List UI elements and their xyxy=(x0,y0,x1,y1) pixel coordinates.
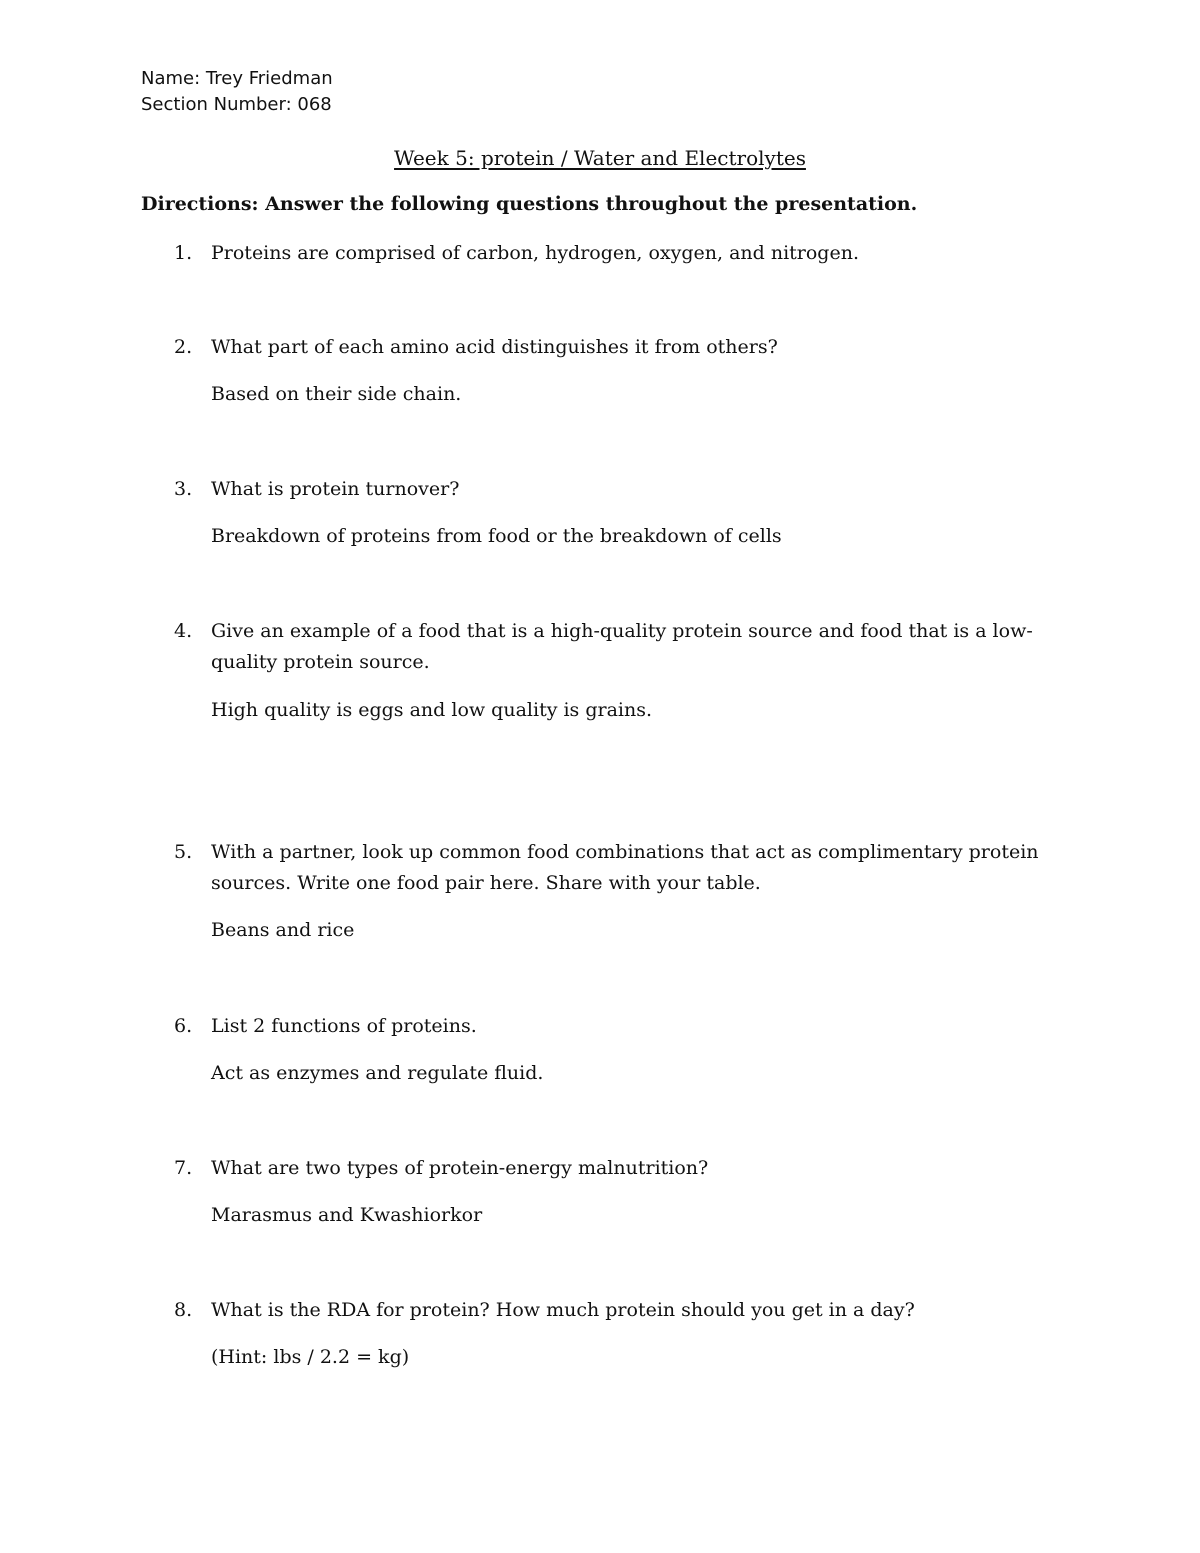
section-label: Section Number: xyxy=(141,94,292,115)
question-text: What is protein turnover? xyxy=(211,478,460,500)
question-number: 8. xyxy=(174,1299,193,1321)
answer-text: Marasmus and Kwashiorkor xyxy=(211,1204,483,1226)
section-value: 068 xyxy=(297,94,332,115)
question-text: What is the RDA for protein? How much protein should you get in a day? xyxy=(211,1299,915,1321)
answer-text: Act as enzymes and regulate fluid. xyxy=(211,1062,544,1084)
section-line xyxy=(141,92,332,118)
answer-text: Beans and rice xyxy=(211,919,355,941)
question-number: 4. xyxy=(174,620,193,642)
question-text: Give an example of a food that is a high-quality protein source and food that is a low-quality protein source. xyxy=(211,620,1033,673)
question-number: 3. xyxy=(174,478,193,500)
answer-text: High quality is eggs and low quality is grains. xyxy=(211,699,653,721)
name-value: Trey Friedman xyxy=(205,68,333,89)
question-number: 5. xyxy=(174,841,193,863)
directions: Directions: Answer the following questions throughout the presentation. xyxy=(141,193,918,215)
answer-text: Breakdown of proteins from food or the breakdown of cells xyxy=(211,525,782,547)
question-text: With a partner, look up common food combinations that act as complimentary protein sources. Write one food pair here. Share with your table. xyxy=(211,841,1039,894)
question-number: 6. xyxy=(174,1015,193,1037)
answer-text: (Hint: lbs / 2.2 = kg) xyxy=(211,1346,410,1368)
name-line xyxy=(141,66,333,92)
question-text: What are two types of protein-energy malnutrition? xyxy=(211,1157,709,1179)
answer-text: Based on their side chain. xyxy=(211,383,462,405)
question-text: Proteins are comprised of carbon, hydrogen, oxygen, and nitrogen. xyxy=(211,242,859,264)
question-number: 1. xyxy=(174,242,193,264)
question-number: 7. xyxy=(174,1157,193,1179)
question-text: What part of each amino acid distinguishes it from others? xyxy=(211,336,778,358)
name-label: Name: xyxy=(141,68,201,89)
question-number: 2. xyxy=(174,336,193,358)
question-text: List 2 functions of proteins. xyxy=(211,1015,477,1037)
worksheet-title: Week 5: protein / Water and Electrolytes xyxy=(394,146,806,170)
